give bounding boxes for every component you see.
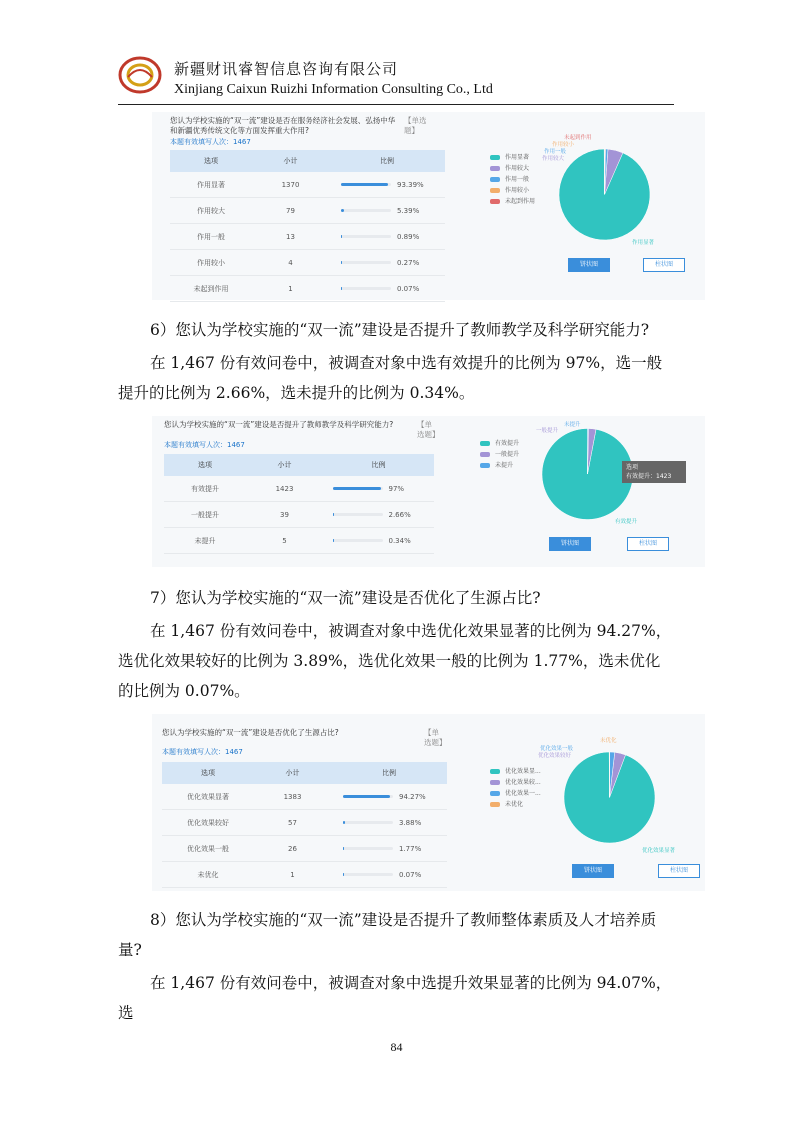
ratio-percent: 94.27% bbox=[399, 792, 426, 801]
ratio-percent: 0.07% bbox=[399, 870, 422, 879]
ratio-bar bbox=[341, 287, 391, 290]
question-type-tag: 【单选题】 bbox=[417, 420, 440, 439]
legend-label: 作用较小 bbox=[505, 187, 530, 194]
pie-label: 未优化 bbox=[600, 738, 617, 744]
results-table bbox=[164, 454, 434, 554]
pie-tooltip bbox=[622, 461, 686, 483]
bar-chart-button[interactable]: 柱状图 bbox=[627, 537, 669, 551]
ratio-cell bbox=[331, 810, 447, 836]
ratio-bar bbox=[343, 847, 393, 850]
legend-item bbox=[490, 788, 541, 799]
legend-swatch bbox=[480, 452, 490, 457]
table-header-row bbox=[162, 762, 447, 784]
page-number: 84 bbox=[390, 1040, 403, 1054]
question-7-body: 在 1,467 份有效问卷中，被调查对象中选优化效果显著的比例为 94.27%，选优化效果较好的比例为 3.89%，选优化效果一般的比例为 1.77%，选未优化的比例为 0.07%。 bbox=[118, 622, 672, 700]
pie-label: 未提升 bbox=[564, 422, 581, 428]
ratio-bar-fill bbox=[341, 183, 388, 186]
pie-slice-4 bbox=[609, 752, 610, 798]
pie-label: 一般提升 bbox=[536, 428, 559, 434]
question-title: 您认为学校实施的“双一流”建设是否优化了生源占比? bbox=[162, 728, 339, 737]
option-cell: 作用一般 bbox=[170, 224, 252, 250]
legend-swatch bbox=[490, 188, 500, 193]
question-6-body: 在 1,467 份有效问卷中，被调查对象中选有效提升的比例为 97%，选一般提升的比例为 2.66%，选未提升的比例为 0.34%。 bbox=[118, 354, 663, 402]
valid-responses-count: 本题有效填写人次：1467 bbox=[164, 441, 245, 449]
legend-item bbox=[480, 438, 519, 449]
legend-item bbox=[490, 174, 535, 185]
bar-chart-button[interactable]: 柱状图 bbox=[658, 864, 700, 878]
ratio-bar-fill bbox=[341, 209, 344, 212]
pie-chart-button[interactable]: 饼状图 bbox=[549, 537, 591, 551]
question-title: 您认为学校实施的“双一流”建设是否提升了教师教学及科学研究能力? bbox=[164, 420, 394, 429]
count-cell: 1 bbox=[254, 862, 331, 888]
count-cell: 5 bbox=[246, 528, 323, 554]
pie-legend bbox=[480, 438, 519, 471]
ratio-cell bbox=[331, 836, 447, 862]
results-table bbox=[162, 762, 447, 888]
ratio-percent: 0.89% bbox=[397, 232, 420, 241]
ratio-percent: 1.77% bbox=[399, 844, 422, 853]
option-cell: 作用较小 bbox=[170, 250, 252, 276]
option-cell: 优化效果显著 bbox=[162, 784, 254, 810]
col-header-count: 小计 bbox=[246, 454, 323, 476]
legend-swatch bbox=[490, 791, 500, 796]
col-header-ratio: 比例 bbox=[323, 454, 434, 476]
ratio-bar bbox=[333, 487, 383, 490]
table-row bbox=[162, 810, 447, 836]
count-cell: 26 bbox=[254, 836, 331, 862]
legend-label: 有效提升 bbox=[495, 440, 520, 447]
legend-swatch bbox=[490, 199, 500, 204]
pie-label: 作用一般 bbox=[544, 149, 567, 155]
legend-label: 未提升 bbox=[495, 462, 514, 469]
ratio-bar bbox=[333, 513, 383, 516]
ratio-bar bbox=[341, 183, 391, 186]
table-header-row bbox=[164, 454, 434, 476]
company-name-en: Xinjiang Caixun Ruizhi Information Consulting Co., Ltd bbox=[174, 82, 493, 97]
legend-swatch bbox=[490, 769, 500, 774]
count-cell: 4 bbox=[252, 250, 329, 276]
legend-label: 优化效果显... bbox=[505, 768, 541, 775]
pie-legend bbox=[490, 766, 541, 810]
question-8-heading: 8）您认为学校实施的“双一流”建设是否提升了教师整体素质及人才培养质量? bbox=[118, 911, 657, 959]
legend-swatch bbox=[480, 463, 490, 468]
pie-label: 优化效果较好 bbox=[538, 753, 572, 759]
option-cell: 有效提升 bbox=[164, 476, 246, 502]
question-type-tag: 【单选题】 bbox=[404, 116, 427, 135]
ratio-bar-fill bbox=[343, 821, 345, 824]
question-7-heading: 7）您认为学校实施的“双一流”建设是否优化了生源占比? bbox=[150, 589, 541, 607]
ratio-percent: 0.07% bbox=[397, 284, 420, 293]
pie-label: 作用显著 bbox=[632, 240, 655, 246]
legend-label: 作用较大 bbox=[505, 165, 530, 172]
col-header-ratio: 比例 bbox=[329, 150, 445, 172]
ratio-bar-fill bbox=[333, 487, 382, 490]
ratio-bar bbox=[343, 795, 393, 798]
ratio-cell bbox=[329, 250, 445, 276]
pie-chart-button[interactable]: 饼状图 bbox=[572, 864, 614, 878]
company-logo bbox=[118, 55, 162, 95]
option-cell: 作用较大 bbox=[170, 198, 252, 224]
tooltip-line: 选项 bbox=[626, 464, 639, 471]
ratio-bar-fill bbox=[341, 287, 342, 290]
col-header-ratio: 比例 bbox=[331, 762, 447, 784]
legend-swatch bbox=[480, 441, 490, 446]
legend-item bbox=[490, 766, 541, 777]
count-cell: 79 bbox=[252, 198, 329, 224]
col-header-count: 小计 bbox=[254, 762, 331, 784]
count-cell: 1423 bbox=[246, 476, 323, 502]
ratio-cell bbox=[323, 502, 434, 528]
ratio-cell bbox=[323, 528, 434, 554]
ratio-cell bbox=[329, 276, 445, 302]
bar-chart-button[interactable]: 柱状图 bbox=[643, 258, 685, 272]
pie-label: 未起到作用 bbox=[564, 135, 592, 141]
ratio-percent: 93.39% bbox=[397, 180, 424, 189]
survey-panel-q7 bbox=[152, 714, 705, 891]
results-table bbox=[170, 150, 445, 302]
tooltip-line: 有效提升：1423 bbox=[626, 473, 672, 480]
option-cell: 未提升 bbox=[164, 528, 246, 554]
legend-item bbox=[480, 449, 519, 460]
valid-responses-count: 本题有效填写人次：1467 bbox=[162, 748, 243, 756]
table-row bbox=[162, 784, 447, 810]
count-cell: 39 bbox=[246, 502, 323, 528]
legend-swatch bbox=[490, 780, 500, 785]
option-cell: 优化效果一般 bbox=[162, 836, 254, 862]
ratio-bar bbox=[341, 209, 391, 212]
ratio-percent: 0.34% bbox=[388, 536, 411, 545]
legend-label: 作用显著 bbox=[505, 154, 530, 161]
pie-chart-button[interactable]: 饼状图 bbox=[568, 258, 610, 272]
option-cell: 优化效果较好 bbox=[162, 810, 254, 836]
table-row bbox=[164, 528, 434, 554]
ratio-percent: 5.39% bbox=[397, 206, 420, 215]
count-cell: 57 bbox=[254, 810, 331, 836]
pie-chart-q5 bbox=[557, 142, 655, 247]
col-header-count: 小计 bbox=[252, 150, 329, 172]
ratio-percent: 2.66% bbox=[388, 510, 411, 519]
legend-item bbox=[490, 185, 535, 196]
ratio-bar-fill bbox=[343, 795, 390, 798]
table-row bbox=[170, 276, 445, 302]
legend-swatch bbox=[490, 802, 500, 807]
count-cell: 1383 bbox=[254, 784, 331, 810]
legend-swatch bbox=[490, 166, 500, 171]
pie-label: 有效提升 bbox=[615, 519, 638, 525]
ratio-bar-fill bbox=[343, 873, 344, 876]
ratio-bar-fill bbox=[333, 513, 334, 516]
table-row bbox=[170, 224, 445, 250]
count-cell: 1370 bbox=[252, 172, 329, 198]
table-row bbox=[170, 250, 445, 276]
option-cell: 作用显著 bbox=[170, 172, 252, 198]
question-8-body: 在 1,467 份有效问卷中，被调查对象中选提升效果显著的比例为 94.07%，选 bbox=[118, 974, 672, 1022]
legend-item bbox=[490, 777, 541, 788]
ratio-bar-fill bbox=[333, 539, 334, 542]
ratio-bar bbox=[333, 539, 383, 542]
table-header-row bbox=[170, 150, 445, 172]
count-cell: 13 bbox=[252, 224, 329, 250]
ratio-percent: 0.27% bbox=[397, 258, 420, 267]
ratio-cell bbox=[331, 862, 447, 888]
legend-item bbox=[490, 799, 541, 810]
question-title: 您认为学校实施的“双一流”建设是否在服务经济社会发展、弘扬中华和新疆优秀传统文化等方面发挥重大作用? bbox=[170, 116, 396, 135]
pie-legend bbox=[490, 152, 535, 207]
ratio-bar bbox=[343, 821, 393, 824]
table-row bbox=[162, 836, 447, 862]
option-cell: 未起到作用 bbox=[170, 276, 252, 302]
ratio-bar-fill bbox=[341, 261, 342, 264]
table-row bbox=[162, 862, 447, 888]
question-type-tag: 【单选题】 bbox=[424, 728, 447, 747]
question-6-heading: 6）您认为学校实施的“双一流”建设是否提升了教师教学及科学研究能力? bbox=[150, 321, 650, 339]
table-row bbox=[164, 476, 434, 502]
survey-panel-q5 bbox=[152, 112, 705, 300]
table-row bbox=[170, 172, 445, 198]
legend-label: 未起到作用 bbox=[505, 198, 536, 205]
survey-panel-q6 bbox=[152, 416, 705, 567]
page-header bbox=[118, 52, 674, 105]
table-row bbox=[164, 502, 434, 528]
valid-responses-count: 本题有效填写人次：1467 bbox=[170, 138, 251, 146]
ratio-cell bbox=[329, 198, 445, 224]
col-header-option: 选项 bbox=[164, 454, 246, 476]
ratio-bar-fill bbox=[341, 235, 342, 238]
legend-label: 优化效果较... bbox=[505, 779, 541, 786]
pie-chart-q7 bbox=[562, 740, 657, 855]
ratio-bar bbox=[341, 261, 391, 264]
option-cell: 一般提升 bbox=[164, 502, 246, 528]
ratio-bar bbox=[343, 873, 393, 876]
ratio-percent: 3.88% bbox=[399, 818, 422, 827]
pie-label: 作用较小 bbox=[552, 142, 575, 148]
ratio-cell bbox=[323, 476, 434, 502]
legend-label: 一般提升 bbox=[495, 451, 520, 458]
count-cell: 1 bbox=[252, 276, 329, 302]
legend-item bbox=[490, 196, 535, 207]
legend-label: 未优化 bbox=[505, 801, 524, 808]
pie-label: 优化效果显著 bbox=[642, 848, 676, 854]
pie-label: 作用较大 bbox=[542, 156, 565, 162]
ratio-cell bbox=[329, 224, 445, 250]
legend-item bbox=[480, 460, 519, 471]
table-row bbox=[170, 198, 445, 224]
col-header-option: 选项 bbox=[162, 762, 254, 784]
option-cell: 未优化 bbox=[162, 862, 254, 888]
col-header-option: 选项 bbox=[170, 150, 252, 172]
ratio-cell bbox=[331, 784, 447, 810]
pie-label: 优化效果一般 bbox=[540, 746, 574, 752]
ratio-cell bbox=[329, 172, 445, 198]
ratio-bar-fill bbox=[343, 847, 344, 850]
legend-label: 作用一般 bbox=[505, 176, 530, 183]
legend-item bbox=[490, 163, 535, 174]
legend-item bbox=[490, 152, 535, 163]
legend-swatch bbox=[490, 177, 500, 182]
ratio-percent: 97% bbox=[388, 484, 405, 493]
legend-label: 优化效果一... bbox=[505, 790, 541, 797]
pie-slice-5 bbox=[604, 149, 605, 195]
company-name-cn: 新疆财讯睿智信息咨询有限公司 bbox=[174, 60, 399, 78]
pie-chart-q6 bbox=[540, 424, 638, 525]
ratio-bar bbox=[341, 235, 391, 238]
legend-swatch bbox=[490, 155, 500, 160]
